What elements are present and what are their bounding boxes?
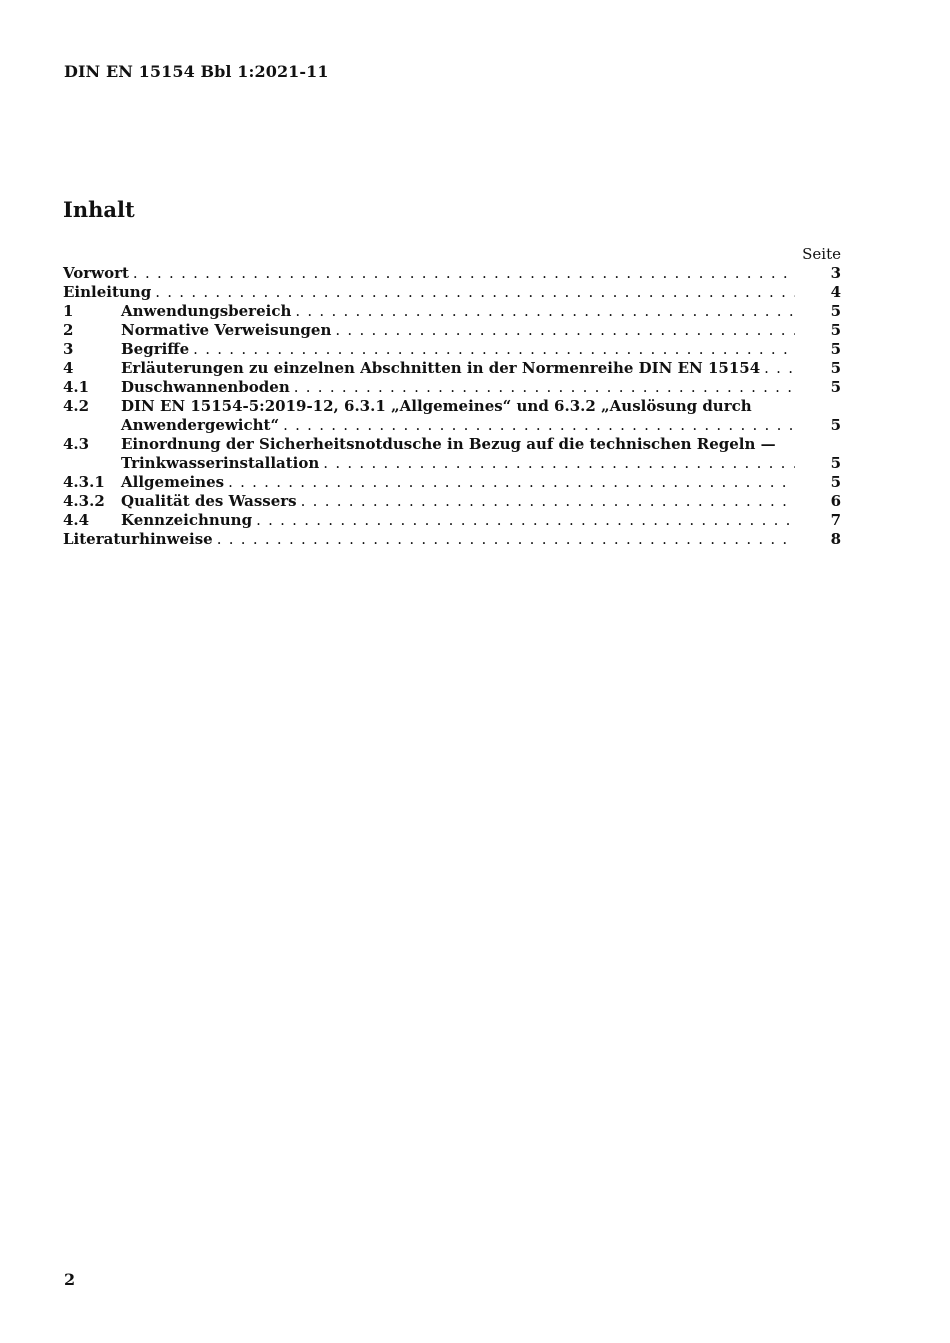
toc-entry-title: Einordnung der Sicherheitsnotdusche in Bezug auf die technischen Regeln — bbox=[121, 435, 776, 453]
toc-dot-leader bbox=[155, 283, 795, 302]
toc-dot-leader bbox=[294, 378, 795, 397]
toc-dot-leader bbox=[283, 416, 795, 435]
toc-entry-body bbox=[121, 435, 841, 473]
toc-entry-title: Qualität des Wassers bbox=[121, 492, 297, 510]
toc-entry-page: 5 bbox=[830, 302, 841, 320]
toc-entry-page: 6 bbox=[830, 492, 841, 510]
toc-entry[interactable] bbox=[63, 473, 841, 492]
toc-entry-line bbox=[121, 340, 841, 359]
toc-entry-page: 5 bbox=[830, 473, 841, 491]
toc-entry-title: Vorwort bbox=[63, 264, 129, 282]
toc-dot-leader bbox=[335, 321, 795, 340]
toc-entry[interactable] bbox=[63, 378, 841, 397]
toc-entry[interactable] bbox=[63, 397, 841, 435]
page-column-label: Seite bbox=[802, 245, 841, 263]
toc-entry[interactable] bbox=[63, 492, 841, 511]
toc-entry-page: 5 bbox=[830, 321, 841, 339]
toc-entry-line bbox=[121, 492, 841, 511]
toc-entry-title: Allgemeines bbox=[121, 473, 225, 491]
toc-entry[interactable] bbox=[63, 340, 841, 359]
toc-entry[interactable] bbox=[63, 435, 841, 473]
toc-entry-line bbox=[121, 378, 841, 397]
toc-entry-page: 5 bbox=[830, 378, 841, 396]
toc-entry-line bbox=[121, 435, 841, 454]
toc-entry-body bbox=[121, 321, 841, 340]
toc-entry-line bbox=[121, 416, 841, 435]
toc-entry-line bbox=[63, 264, 841, 283]
toc-entry-line bbox=[121, 454, 841, 473]
toc-dot-leader bbox=[764, 359, 795, 378]
toc-entry-page: 5 bbox=[830, 340, 841, 358]
toc-entry-line bbox=[63, 283, 841, 302]
page-number: 2 bbox=[64, 1270, 76, 1289]
toc-entry-page: 5 bbox=[830, 454, 841, 472]
toc-entry-number: 4.3.2 bbox=[63, 492, 105, 510]
table-of-contents bbox=[63, 245, 841, 549]
toc-entry-page: 4 bbox=[830, 283, 841, 301]
toc-entry-body bbox=[63, 283, 841, 302]
toc-dot-leader bbox=[133, 264, 795, 283]
toc-entry-title: Anwendungsbereich bbox=[121, 302, 292, 320]
toc-entry-body bbox=[121, 359, 841, 378]
toc-entry-page: 7 bbox=[830, 511, 841, 529]
toc-entry-body bbox=[121, 340, 841, 359]
toc-dot-leader bbox=[193, 340, 795, 359]
toc-dot-leader bbox=[295, 302, 795, 321]
toc-entry-number: 4.4 bbox=[63, 511, 90, 529]
toc-entry[interactable] bbox=[63, 321, 841, 340]
toc-entry[interactable] bbox=[63, 511, 841, 530]
toc-entry-number: 4.3 bbox=[63, 435, 90, 453]
toc-dot-leader bbox=[301, 492, 795, 511]
toc-entry-title: Trinkwasserinstallation bbox=[121, 454, 320, 472]
toc-entry-number: 4.2 bbox=[63, 397, 90, 415]
toc-entry-number: 3 bbox=[63, 340, 74, 358]
toc-entry-body bbox=[121, 397, 841, 435]
toc-entry-page: 5 bbox=[830, 416, 841, 434]
toc-entry-number: 4 bbox=[63, 359, 74, 377]
toc-entry-line bbox=[121, 397, 841, 416]
toc-entry-body bbox=[121, 511, 841, 530]
toc-entry-title: Duschwannenboden bbox=[121, 378, 290, 396]
toc-entry-title: Anwendergewicht“ bbox=[121, 416, 280, 434]
toc-entry-page: 3 bbox=[830, 264, 841, 282]
toc-entry-line bbox=[121, 321, 841, 340]
toc-entry[interactable] bbox=[63, 359, 841, 378]
toc-entry-body bbox=[63, 264, 841, 283]
toc-dot-leader bbox=[323, 454, 795, 473]
toc-entry-number: 4.1 bbox=[63, 378, 90, 396]
toc-entry[interactable] bbox=[63, 264, 841, 283]
toc-entry[interactable] bbox=[63, 530, 841, 549]
toc-entry-body bbox=[121, 492, 841, 511]
document-id-header: DIN EN 15154 Bbl 1:2021-11 bbox=[64, 62, 329, 81]
toc-dot-leader bbox=[228, 473, 795, 492]
toc-entry-number: 2 bbox=[63, 321, 74, 339]
toc-heading: Inhalt bbox=[63, 197, 135, 222]
toc-dot-leader bbox=[256, 511, 795, 530]
toc-entry-title: Begriffe bbox=[121, 340, 190, 358]
toc-entry-title: Normative Verweisungen bbox=[121, 321, 332, 339]
toc-entry-number: 4.3.1 bbox=[63, 473, 105, 491]
toc-entry-line bbox=[63, 530, 841, 549]
toc-entry-list bbox=[63, 264, 841, 549]
toc-entry-title: Literaturhinweise bbox=[63, 530, 213, 548]
toc-entry-body bbox=[121, 302, 841, 321]
toc-entry-line bbox=[121, 473, 841, 492]
toc-entry-title: Erläuterungen zu einzelnen Abschnitten in der Normenreihe DIN EN 15154 bbox=[121, 359, 761, 377]
toc-dot-leader bbox=[217, 530, 795, 549]
toc-entry-body bbox=[121, 473, 841, 492]
toc-entry[interactable] bbox=[63, 283, 841, 302]
toc-entry-number: 1 bbox=[63, 302, 74, 320]
toc-entry-line bbox=[121, 511, 841, 530]
toc-entry-title: DIN EN 15154-5:2019-12, 6.3.1 „Allgemeines“ und 6.3.2 „Auslösung durch bbox=[121, 397, 752, 415]
toc-entry-body bbox=[121, 378, 841, 397]
toc-entry-line bbox=[121, 359, 841, 378]
toc-entry[interactable] bbox=[63, 302, 841, 321]
toc-entry-page: 5 bbox=[830, 359, 841, 377]
toc-entry-line bbox=[121, 302, 841, 321]
toc-entry-body bbox=[63, 530, 841, 549]
toc-entry-title: Einleitung bbox=[63, 283, 152, 301]
toc-entry-title: Kennzeichnung bbox=[121, 511, 253, 529]
toc-entry-page: 8 bbox=[830, 530, 841, 548]
